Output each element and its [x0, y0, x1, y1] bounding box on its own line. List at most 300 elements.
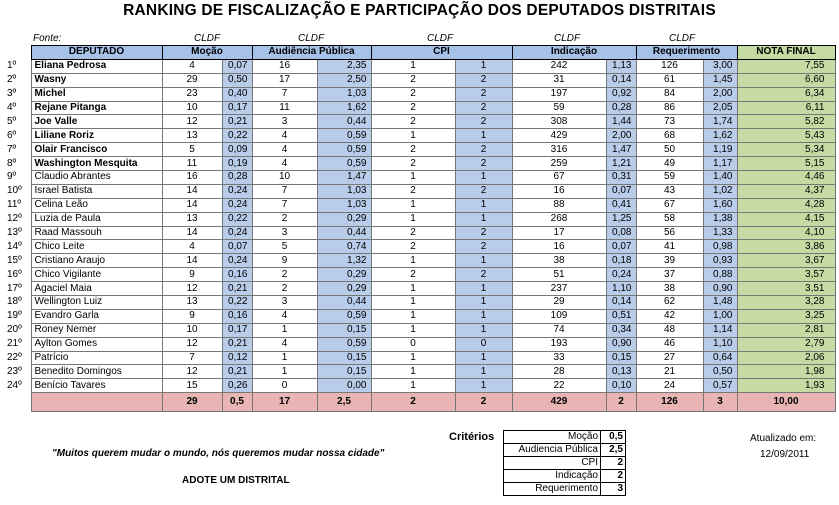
- indicacao-score: 0,34: [606, 323, 636, 337]
- deputado-name: Israel Batista: [31, 184, 162, 198]
- requerimento-score: 0,90: [703, 282, 737, 296]
- indicacao-count: 259: [512, 157, 606, 171]
- mocao-count: 14: [162, 198, 222, 212]
- indicacao-score: 1,10: [606, 282, 636, 296]
- table-row: [5, 212, 835, 226]
- nota-final: 2,06: [737, 351, 835, 365]
- criterio-row: [504, 470, 626, 483]
- indicacao-score: 1,21: [606, 157, 636, 171]
- cpi-score: 0: [455, 337, 512, 351]
- mocao-score: 0,26: [222, 379, 252, 393]
- updated-date: 12/09/2011: [760, 449, 810, 460]
- indicacao-score: 0,90: [606, 337, 636, 351]
- audiencia-score: 1,03: [317, 87, 371, 101]
- cpi-count: 1: [371, 212, 455, 226]
- source-mocao: CLDF: [194, 33, 221, 44]
- cpi-count: 1: [371, 254, 455, 268]
- requerimento-score: 1,19: [703, 143, 737, 157]
- indicacao-count: 268: [512, 212, 606, 226]
- audiencia-score: 0,44: [317, 226, 371, 240]
- mocao-score: 0,17: [222, 323, 252, 337]
- mocao-score: 0,50: [222, 73, 252, 87]
- indicacao-count: 16: [512, 240, 606, 254]
- cpi-score: 2: [455, 101, 512, 115]
- rank-cell: 8º: [5, 157, 31, 171]
- mocao-count: 15: [162, 379, 222, 393]
- requerimento-score: 2,05: [703, 101, 737, 115]
- requerimento-count: 62: [636, 296, 703, 310]
- requerimento-count: 37: [636, 268, 703, 282]
- audiencia-count: 2: [252, 268, 317, 282]
- indicacao-score: 0,13: [606, 365, 636, 379]
- cpi-score: 2: [455, 143, 512, 157]
- table-row: [5, 351, 835, 365]
- header-requerimento: Requerimento: [636, 46, 737, 60]
- table-row: [5, 226, 835, 240]
- cpi-count: 1: [371, 379, 455, 393]
- mocao-score: 0,19: [222, 157, 252, 171]
- table-row: [5, 323, 835, 337]
- total-requerimento-score: 3: [703, 393, 737, 412]
- header-nota-final: NOTA FINAL: [737, 46, 835, 60]
- requerimento-count: 50: [636, 143, 703, 157]
- audiencia-count: 3: [252, 115, 317, 129]
- deputado-name: Cristiano Araujo: [31, 254, 162, 268]
- table-row: [5, 309, 835, 323]
- rank-cell: 5º: [5, 115, 31, 129]
- criterio-value: 2: [601, 470, 626, 483]
- mocao-score: 0,40: [222, 87, 252, 101]
- requerimento-score: 3,00: [703, 59, 737, 73]
- audiencia-count: 4: [252, 129, 317, 143]
- criterio-label: Audiencia Pública: [504, 444, 601, 457]
- requerimento-count: 126: [636, 59, 703, 73]
- cpi-count: 2: [371, 240, 455, 254]
- rank-cell: 15º: [5, 254, 31, 268]
- table-row: [5, 129, 835, 143]
- cpi-score: 1: [455, 309, 512, 323]
- nota-final: 5,82: [737, 115, 835, 129]
- totals-rank-blank: [5, 393, 31, 412]
- indicacao-count: 67: [512, 171, 606, 185]
- mocao-count: 10: [162, 101, 222, 115]
- audiencia-count: 7: [252, 184, 317, 198]
- cpi-score: 1: [455, 59, 512, 73]
- requerimento-count: 84: [636, 87, 703, 101]
- indicacao-score: 0,08: [606, 226, 636, 240]
- mocao-count: 13: [162, 129, 222, 143]
- audiencia-count: 3: [252, 226, 317, 240]
- cpi-count: 0: [371, 337, 455, 351]
- requerimento-count: 38: [636, 282, 703, 296]
- mocao-score: 0,16: [222, 309, 252, 323]
- audiencia-count: 2: [252, 282, 317, 296]
- cpi-score: 2: [455, 226, 512, 240]
- indicacao-count: 51: [512, 268, 606, 282]
- cpi-count: 1: [371, 282, 455, 296]
- table-row: [5, 101, 835, 115]
- requerimento-count: 56: [636, 226, 703, 240]
- audiencia-score: 0,15: [317, 365, 371, 379]
- criterio-row: [504, 483, 626, 496]
- requerimento-score: 1,33: [703, 226, 737, 240]
- indicacao-count: 242: [512, 59, 606, 73]
- updated-label: Atualizado em:: [750, 433, 817, 444]
- audiencia-score: 0,29: [317, 268, 371, 282]
- source-label: Fonte:: [33, 33, 62, 44]
- requerimento-score: 1,17: [703, 157, 737, 171]
- table-row: [5, 365, 835, 379]
- criterio-value: 2,5: [601, 444, 626, 457]
- requerimento-score: 1,38: [703, 212, 737, 226]
- mocao-score: 0,28: [222, 171, 252, 185]
- criterio-value: 3: [601, 483, 626, 496]
- cpi-score: 1: [455, 351, 512, 365]
- cpi-count: 2: [371, 73, 455, 87]
- audiencia-score: 0,44: [317, 115, 371, 129]
- nota-final: 7,55: [737, 59, 835, 73]
- criterio-row: [504, 444, 626, 457]
- indicacao-count: 17: [512, 226, 606, 240]
- table-row: [5, 87, 835, 101]
- indicacao-count: 16: [512, 184, 606, 198]
- criterio-label: Moção: [504, 431, 601, 444]
- nota-final: 2,81: [737, 323, 835, 337]
- deputado-name: Patrício: [31, 351, 162, 365]
- requerimento-score: 0,50: [703, 365, 737, 379]
- rank-cell: 22º: [5, 351, 31, 365]
- total-mocao: 29: [162, 393, 222, 412]
- indicacao-count: 193: [512, 337, 606, 351]
- nota-final: 6,60: [737, 73, 835, 87]
- audiencia-count: 16: [252, 59, 317, 73]
- totals-row: [5, 393, 835, 412]
- mocao-count: 16: [162, 171, 222, 185]
- mocao-count: 5: [162, 143, 222, 157]
- indicacao-score: 0,31: [606, 171, 636, 185]
- requerimento-score: 1,00: [703, 309, 737, 323]
- quote-text: "Muitos querem mudar o mundo, nós queremos mudar nossa cidade": [52, 448, 385, 459]
- audiencia-score: 0,59: [317, 143, 371, 157]
- table-row: [5, 240, 835, 254]
- source-audiencia: CLDF: [298, 33, 325, 44]
- audiencia-count: 11: [252, 101, 317, 115]
- requerimento-score: 1,14: [703, 323, 737, 337]
- cpi-score: 2: [455, 240, 512, 254]
- nota-final: 4,15: [737, 212, 835, 226]
- requerimento-score: 2,00: [703, 87, 737, 101]
- nota-final: 2,79: [737, 337, 835, 351]
- audiencia-score: 1,47: [317, 171, 371, 185]
- indicacao-count: 308: [512, 115, 606, 129]
- indicacao-count: 33: [512, 351, 606, 365]
- nota-final: 3,28: [737, 296, 835, 310]
- audiencia-score: 2,35: [317, 59, 371, 73]
- audiencia-count: 4: [252, 157, 317, 171]
- mocao-score: 0,21: [222, 282, 252, 296]
- audiencia-count: 4: [252, 309, 317, 323]
- deputado-name: Olair Francisco: [31, 143, 162, 157]
- audiencia-count: 2: [252, 212, 317, 226]
- nota-final: 3,57: [737, 268, 835, 282]
- audiencia-score: 0,15: [317, 323, 371, 337]
- source-cpi: CLDF: [427, 33, 454, 44]
- cpi-score: 2: [455, 268, 512, 282]
- rank-cell: 11º: [5, 198, 31, 212]
- mocao-count: 12: [162, 115, 222, 129]
- nota-final: 6,34: [737, 87, 835, 101]
- indicacao-count: 429: [512, 129, 606, 143]
- mocao-score: 0,21: [222, 337, 252, 351]
- deputado-name: Wasny: [31, 73, 162, 87]
- indicacao-score: 0,14: [606, 73, 636, 87]
- indicacao-score: 0,28: [606, 101, 636, 115]
- mocao-count: 7: [162, 351, 222, 365]
- indicacao-count: 74: [512, 323, 606, 337]
- criterios-table: [503, 430, 626, 496]
- cpi-count: 2: [371, 226, 455, 240]
- mocao-count: 23: [162, 87, 222, 101]
- indicacao-count: 109: [512, 309, 606, 323]
- requerimento-count: 61: [636, 73, 703, 87]
- audiencia-score: 0,59: [317, 337, 371, 351]
- deputado-name: Joe Valle: [31, 115, 162, 129]
- audiencia-count: 5: [252, 240, 317, 254]
- rank-cell: 6º: [5, 129, 31, 143]
- audiencia-count: 4: [252, 337, 317, 351]
- nota-final: 4,46: [737, 171, 835, 185]
- indicacao-score: 0,07: [606, 184, 636, 198]
- total-cpi-score: 2: [455, 393, 512, 412]
- total-audiencia-score: 2,5: [317, 393, 371, 412]
- rank-header-blank: [5, 46, 31, 60]
- deputado-name: Luzia de Paula: [31, 212, 162, 226]
- page-title: RANKING DE FISCALIZAÇÃO E PARTICIPAÇÃO DOS DEPUTADOS DISTRITAIS: [123, 2, 716, 19]
- audiencia-score: 0,59: [317, 129, 371, 143]
- mocao-count: 4: [162, 240, 222, 254]
- nota-final: 4,28: [737, 198, 835, 212]
- audiencia-count: 17: [252, 73, 317, 87]
- indicacao-score: 1,44: [606, 115, 636, 129]
- requerimento-count: 21: [636, 365, 703, 379]
- total-nota-final: 10,00: [737, 393, 835, 412]
- mocao-score: 0,21: [222, 115, 252, 129]
- cpi-score: 2: [455, 184, 512, 198]
- mocao-score: 0,07: [222, 59, 252, 73]
- audiencia-score: 2,50: [317, 73, 371, 87]
- source-indicacao: CLDF: [554, 33, 581, 44]
- requerimento-count: 39: [636, 254, 703, 268]
- deputado-name: Liliane Roriz: [31, 129, 162, 143]
- requerimento-count: 49: [636, 157, 703, 171]
- indicacao-count: 38: [512, 254, 606, 268]
- indicacao-score: 0,14: [606, 296, 636, 310]
- audiencia-score: 1,03: [317, 184, 371, 198]
- requerimento-score: 0,57: [703, 379, 737, 393]
- rank-cell: 10º: [5, 184, 31, 198]
- cpi-count: 2: [371, 157, 455, 171]
- criterio-label: CPI: [504, 457, 601, 470]
- mocao-score: 0,22: [222, 212, 252, 226]
- rank-cell: 9º: [5, 171, 31, 185]
- deputado-name: Benedito Domingos: [31, 365, 162, 379]
- cpi-count: 2: [371, 268, 455, 282]
- cpi-count: 1: [371, 351, 455, 365]
- table-row: [5, 143, 835, 157]
- mocao-count: 12: [162, 365, 222, 379]
- cpi-score: 1: [455, 323, 512, 337]
- audiencia-score: 1,32: [317, 254, 371, 268]
- table-row: [5, 115, 835, 129]
- total-mocao-score: 0,5: [222, 393, 252, 412]
- rank-cell: 24º: [5, 379, 31, 393]
- indicacao-score: 0,41: [606, 198, 636, 212]
- deputado-name: Claudio Abrantes: [31, 171, 162, 185]
- requerimento-count: 59: [636, 171, 703, 185]
- indicacao-count: 59: [512, 101, 606, 115]
- deputado-name: Evandro Garla: [31, 309, 162, 323]
- criterio-value: 2: [601, 457, 626, 470]
- indicacao-score: 0,24: [606, 268, 636, 282]
- cpi-count: 2: [371, 184, 455, 198]
- nota-final: 5,15: [737, 157, 835, 171]
- mocao-count: 12: [162, 337, 222, 351]
- requerimento-score: 0,98: [703, 240, 737, 254]
- requerimento-count: 24: [636, 379, 703, 393]
- mocao-score: 0,24: [222, 226, 252, 240]
- rank-cell: 4º: [5, 101, 31, 115]
- total-indicacao: 429: [512, 393, 606, 412]
- mocao-score: 0,07: [222, 240, 252, 254]
- indicacao-count: 197: [512, 87, 606, 101]
- requerimento-count: 68: [636, 129, 703, 143]
- mocao-count: 12: [162, 282, 222, 296]
- indicacao-count: 29: [512, 296, 606, 310]
- cpi-score: 2: [455, 157, 512, 171]
- cpi-score: 1: [455, 129, 512, 143]
- table-row: [5, 254, 835, 268]
- nota-final: 1,98: [737, 365, 835, 379]
- cpi-count: 2: [371, 101, 455, 115]
- requerimento-score: 1,02: [703, 184, 737, 198]
- source-requerimento: CLDF: [669, 33, 696, 44]
- indicacao-count: 22: [512, 379, 606, 393]
- adote-um-distrital: ADOTE UM DISTRITAL: [182, 475, 290, 486]
- cpi-count: 1: [371, 323, 455, 337]
- cpi-score: 2: [455, 87, 512, 101]
- audiencia-score: 0,59: [317, 309, 371, 323]
- cpi-score: 1: [455, 282, 512, 296]
- cpi-count: 1: [371, 198, 455, 212]
- rank-cell: 20º: [5, 323, 31, 337]
- audiencia-score: 0,44: [317, 296, 371, 310]
- nota-final: 4,37: [737, 184, 835, 198]
- requerimento-score: 0,93: [703, 254, 737, 268]
- audiencia-score: 0,29: [317, 212, 371, 226]
- cpi-score: 1: [455, 212, 512, 226]
- cpi-score: 1: [455, 198, 512, 212]
- total-audiencia: 17: [252, 393, 317, 412]
- table-row: [5, 379, 835, 393]
- indicacao-score: 0,51: [606, 309, 636, 323]
- rank-cell: 21º: [5, 337, 31, 351]
- audiencia-score: 1,03: [317, 198, 371, 212]
- deputado-name: Rejane Pitanga: [31, 101, 162, 115]
- audiencia-count: 1: [252, 365, 317, 379]
- cpi-count: 1: [371, 309, 455, 323]
- requerimento-count: 41: [636, 240, 703, 254]
- requerimento-score: 0,64: [703, 351, 737, 365]
- requerimento-count: 48: [636, 323, 703, 337]
- cpi-count: 2: [371, 87, 455, 101]
- rank-cell: 12º: [5, 212, 31, 226]
- audiencia-count: 1: [252, 351, 317, 365]
- indicacao-score: 0,07: [606, 240, 636, 254]
- rank-cell: 2º: [5, 73, 31, 87]
- indicacao-score: 2,00: [606, 129, 636, 143]
- header-cpi: CPI: [371, 46, 512, 60]
- requerimento-count: 73: [636, 115, 703, 129]
- nota-final: 3,25: [737, 309, 835, 323]
- audiencia-score: 0,74: [317, 240, 371, 254]
- mocao-score: 0,12: [222, 351, 252, 365]
- rank-cell: 23º: [5, 365, 31, 379]
- table-row: [5, 198, 835, 212]
- rank-cell: 18º: [5, 296, 31, 310]
- requerimento-count: 42: [636, 309, 703, 323]
- criterio-label: Indicação: [504, 470, 601, 483]
- deputado-name: Chico Vigilante: [31, 268, 162, 282]
- requerimento-score: 1,10: [703, 337, 737, 351]
- deputado-name: Celina Leão: [31, 198, 162, 212]
- mocao-count: 29: [162, 73, 222, 87]
- mocao-score: 0,16: [222, 268, 252, 282]
- rank-cell: 7º: [5, 143, 31, 157]
- indicacao-count: 237: [512, 282, 606, 296]
- audiencia-count: 9: [252, 254, 317, 268]
- cpi-score: 1: [455, 254, 512, 268]
- nota-final: 4,10: [737, 226, 835, 240]
- audiencia-score: 1,62: [317, 101, 371, 115]
- indicacao-score: 1,25: [606, 212, 636, 226]
- criterio-value: 0,5: [601, 431, 626, 444]
- mocao-count: 11: [162, 157, 222, 171]
- requerimento-score: 1,48: [703, 296, 737, 310]
- deputado-name: Benício Tavares: [31, 379, 162, 393]
- cpi-score: 1: [455, 296, 512, 310]
- header-indicacao: Indicação: [512, 46, 636, 60]
- table-row: [5, 337, 835, 351]
- header-mocao: Moção: [162, 46, 252, 60]
- criterio-label: Requerimento: [504, 483, 601, 496]
- table-row: [5, 73, 835, 87]
- deputado-name: Aylton Gomes: [31, 337, 162, 351]
- indicacao-count: 31: [512, 73, 606, 87]
- requerimento-score: 1,74: [703, 115, 737, 129]
- total-indicacao-score: 2: [606, 393, 636, 412]
- deputado-name: Raad Massouh: [31, 226, 162, 240]
- indicacao-count: 28: [512, 365, 606, 379]
- table-row: [5, 171, 835, 185]
- deputado-name: Michel: [31, 87, 162, 101]
- rank-cell: 13º: [5, 226, 31, 240]
- requerimento-count: 86: [636, 101, 703, 115]
- cpi-score: 1: [455, 365, 512, 379]
- indicacao-score: 0,92: [606, 87, 636, 101]
- rank-cell: 19º: [5, 309, 31, 323]
- audiencia-count: 7: [252, 198, 317, 212]
- audiencia-score: 0,59: [317, 157, 371, 171]
